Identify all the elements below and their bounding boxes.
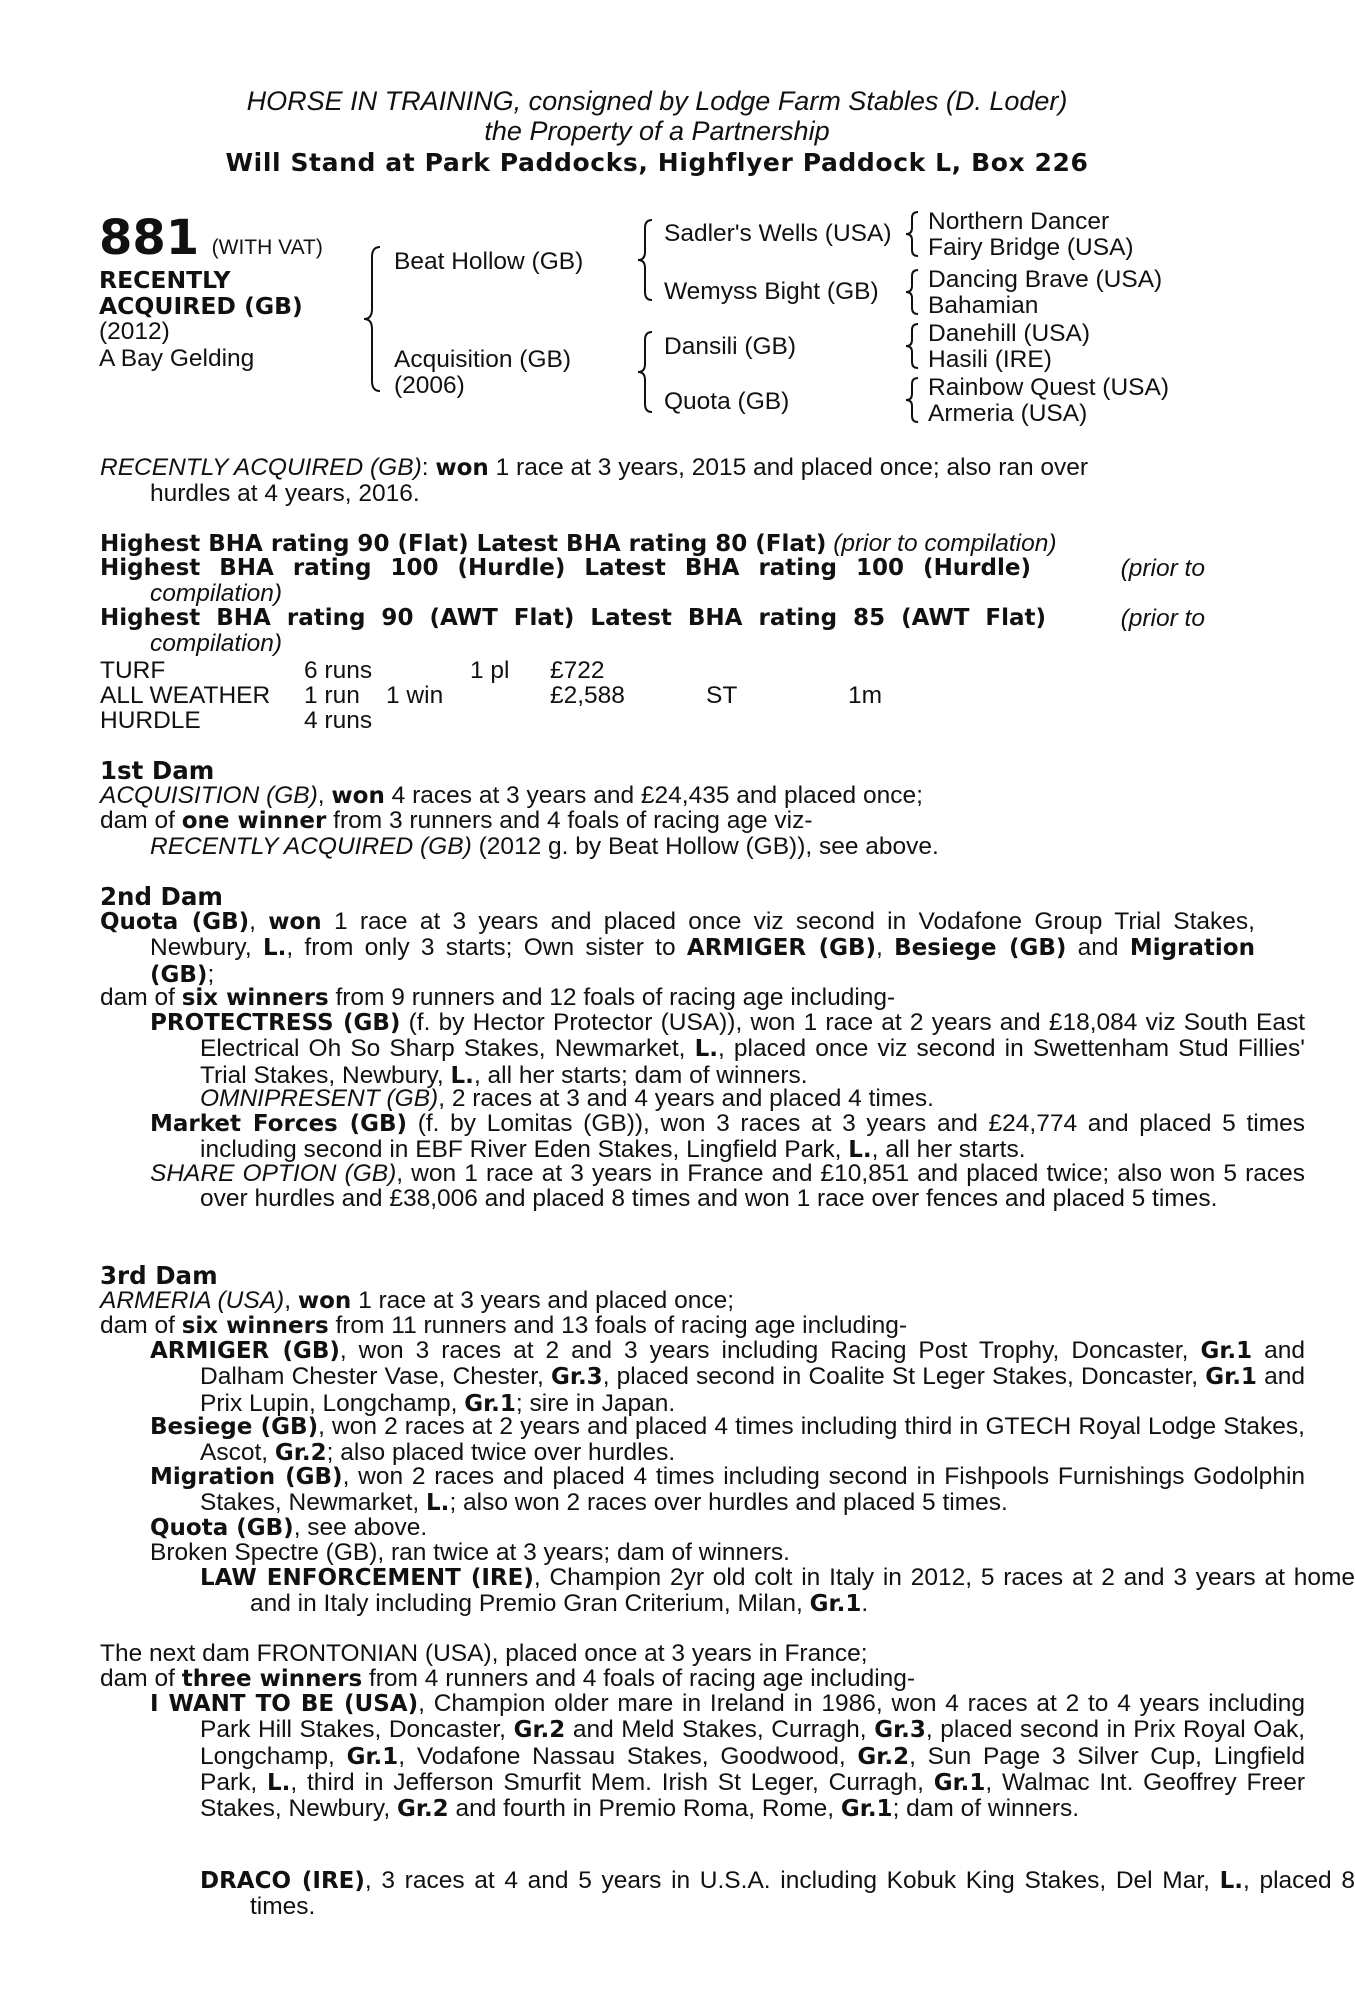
dam3-progeny-besiege: Besiege (GB), won 2 races at 2 years and placed 4 times including third in GTECH Royal Lodge Stakes, Ascot, Gr.2; also placed twice over hurdles. [150, 1413, 1305, 1467]
pedigree-brace-g3 [904, 322, 926, 370]
next-dam-progeny-draco: DRACO (IRE), 3 races at 4 and 5 years in U.S.A. including Kobuk King Stakes, Del Mar, L., placed 8 times. [200, 1867, 1355, 1921]
dam3-progeny-law-enforcement: LAW ENFORCEMENT (IRE), Champion 2yr old colt in Italy in 2012, 5 races at 2 and 3 years at home and in Italy including Premio Gran Criterium, Milan, Gr.1. [200, 1564, 1355, 1618]
pedigree-sire: Beat Hollow (GB) [394, 248, 584, 275]
next-dam-progeny-i-want-to-be: I WANT TO BE (USA), Champion older mare in Ireland in 1986, won 4 races at 2 to 4 years including Park Hill Stakes, Doncaster, Gr.2 and Meld Stakes, Curragh, Gr.3, placed second in Prix Royal Oak, Longchamp, Gr.1, Vodafone Nassau Stakes, Goodwood, Gr.2, Sun Page 3 Silver Cup, Lingfield Park, L., third in Jefferson Smurfit Mem. Irish St Leger, Curragh, Gr.1, Walmac Int. Geoffrey Freer Stakes, Newbury, Gr.2 and fourth in Premio Roma, Rome, Gr.1; dam of winners. [150, 1690, 1306, 1823]
pedigree-g8: Armeria (USA) [928, 400, 1088, 427]
section-1st-dam: 1st Dam [100, 756, 215, 785]
lot-description: A Bay Gelding [99, 345, 255, 372]
dam1-record: ACQUISITION (GB), won 4 races at 3 years and £24,435 and placed once; [100, 782, 923, 809]
catalogue-page: HORSE IN TRAINING, consigned by Lodge Farm Stables (D. Loder) the Property of a Partnership Will Stand at Park Paddocks, Highflyer Paddock L, Box 226 881 (WITH VAT) RECENTLY ACQUIRED (GB) (2012) A Bay Gelding Beat Hollow (GB) Acquisition (GB) (2006) Sadler's Wells (USA) Wemyss Bight (GB) Dansili (GB) Quota (GB) Northern Dancer Fairy Bridge (USA) Dancing Brave (USA) Bahamian Danehill (USA) Hasili (IRE) Rainbow Quest (USA) Armeria (USA) RECENTLY ACQUIRED (GB): won 1 race at 3 years, 2015 and placed once; also ran over hurdles at 4 years, 2016. Highest BHA rating 90 (Flat) Latest BHA rating 80 (Flat) (prior to compilation) Highest BHA rating 100 (Hurdle) Latest BHA rating 100 (Hurdle) (prior to compilation) Highest BHA rating 90 (AWT Flat) Latest BHA rating 85 (AWT Flat) (prior to compilation) TURF 6 runs 1 pl £722 ALL WEATHER 1 run 1 win £2,588 ST 1m HURDLE 4 runs 1st Dam ACQUISITION (GB), won 4 races at 3 years and £24,435 and placed once; dam of one winner from 3 runners and 4 foals of racing age viz- RECENTLY ACQUIRED (GB) (2012 g. by Beat Hollow (GB)), see above. 2nd Dam Quota (GB), won 1 race at 3 years and placed once viz second in Vodafone Group Trial Stakes, Newbury, L., from only 3 starts; Own sister to ARMIGER (GB), Besiege (GB) and Migration (GB); dam of six winners from 9 runners and 12 foals of racing age including- PROTECTRESS (GB) (f. by Hector Protector (USA)), won 1 race at 2 years and £18,084 viz South East Electrical Oh So Sharp Stakes, Newmarket, L., placed once viz second in Swettenham Stud Fillies' Trial Stakes, Newbury, L., all her starts; dam of winners. OMNIPRESENT (GB), 2 races at 3 and 4 years and placed 4 times. Market Forces (GB) (f. by Lomitas (GB)), won 3 races at 3 years and £24,774 and placed 5 times including second in EBF River Eden Stakes, Lingfield Park, L., all her starts. SHARE OPTION (GB), won 1 race at 3 years in France and £10,851 and placed twice; also won 5 races over hurdles and £38,006 and placed 8 times and won 1 race over fences and placed 5 times. 3rd Dam ARMERIA (USA), won 1 race at 3 years and placed once; dam of six winners from 11 runners and 13 foals of racing age including- ARMIGER (GB), won 3 races at 2 and 3 years including Racing Post Trophy, Doncaster, Gr.1 and Dalham Chester Vase, Chester, Gr.3, placed second in Coalite St Leger Stakes, Doncaster, Gr.1 and Prix Lupin, Longchamp, Gr.1; sire in Japan. Besiege (GB), won 2 races at 2 years and placed 4 times including third in GTECH Royal Lodge Stakes, Ascot, Gr.2; also placed twice over hurdles. Migration (GB), won 2 races and placed 4 times including second in Fishpools Furnishings Godolphin Stakes, Newmarket, L.; also won 2 races over hurdles and placed 5 times. Quota (GB), see above. Broken Spectre (GB), ran twice at 3 years; dam of winners. LAW ENFORCEMENT (IRE), Champion 2yr old colt in Italy in 2012, 5 races at 2 and 3 years at home and in Italy including Premio Gran Criterium, Milan, Gr.1. The next dam FRONTONIAN (USA), placed once at 3 years in France; dam of three winners from 4 runners and 4 foals of racing age including- I WANT TO BE (USA), Champion older mare in Ireland in 1986, won 4 races at 2 to 4 years including Park Hill Stakes, Doncaster, Gr.2 and Meld Stakes, Curragh, Gr.3, placed second in Prix Royal Oak, Longchamp, Gr.1, Vodafone Nassau Stakes, Goodwood, Gr.2, Sun Page 3 Silver Cup, Lingfield Park, L., third in Jefferson Smurfit Mem. Irish St Leger, Curragh, Gr.1, Walmac Int. Geoffrey Freer Stakes, Newbury, Gr.2 and fourth in Premio Roma, Rome, Gr.1; dam of winners. DRACO (IRE), 3 races at 4 and 5 years in U.S.A. including Kobuk King Stakes, Del Mar, L., placed 8 times. [0, 0, 1314, 2000]
pedigree-g5: Danehill (USA) [928, 320, 1091, 347]
pedigree-sire-dam: Wemyss Bight (GB) [664, 278, 879, 305]
dam3-record: ARMERIA (USA), won 1 race at 3 years and placed once; [100, 1287, 735, 1314]
dam2-progeny-market-forces: Market Forces (GB) (f. by Lomitas (GB)), won 3 races at 3 years and £24,774 and placed 5 times including second in EBF River Eden Stakes, Lingfield Park, L., all her starts. [150, 1110, 1305, 1164]
dam3-progeny-armiger: ARMIGER (GB), won 3 races at 2 and 3 years including Racing Post Trophy, Doncaster, Gr.1 and Dalham Chester Vase, Chester, Gr.3, placed second in Coalite St Leger Stakes, Doncaster, Gr.1 and Prix Lupin, Longchamp, Gr.1; sire in Japan. [150, 1337, 1306, 1417]
rating-flat: Highest BHA rating 90 (Flat) Latest BHA rating 80 (Flat) (prior to compilation) [100, 530, 1057, 557]
lot-name-line1: RECENTLY [99, 266, 231, 294]
dam2-produce: dam of six winners from 9 runners and 12 foals of racing age including- [100, 984, 896, 1011]
pedigree-dam: Acquisition (GB) [394, 346, 572, 373]
dam1-produce: dam of one winner from 3 runners and 4 foals of racing age viz- [100, 807, 813, 834]
header-location: Will Stand at Park Paddocks, Highflyer Paddock L, Box 226 [225, 148, 1089, 177]
dam2-record: Quota (GB), won 1 race at 3 years and placed once viz second in Vodafone Group Trial Stakes, Newbury, L., from only 3 starts; Own sister to ARMIGER (GB), Besiege (GB) and Migration (GB); [100, 908, 1255, 988]
race-summary-cont: hurdles at 4 years, 2016. [150, 480, 420, 507]
lot-vat: (WITH VAT) [211, 236, 323, 259]
pedigree-dam-dam: Quota (GB) [664, 388, 790, 415]
pedigree-sire-sire: Sadler's Wells (USA) [664, 220, 892, 247]
lot-name-line2: ACQUIRED (GB) [99, 292, 303, 320]
pedigree-g2: Fairy Bridge (USA) [928, 234, 1134, 261]
lot-block [99, 210, 323, 266]
next-dam-produce: dam of three winners from 4 runners and 4 foals of racing age including- [100, 1665, 916, 1692]
pedigree-brace-main [362, 245, 392, 393]
dam2-progeny-share-option: SHARE OPTION (GB), won 1 race at 3 years in France and £10,851 and placed twice; also won 5 races over hurdles and £38,006 and placed 8 times and won 1 race over fences and placed 5 times. [150, 1160, 1305, 1213]
pedigree-g4: Bahamian [928, 292, 1039, 319]
pedigree-dam-year: (2006) [394, 372, 465, 399]
section-2nd-dam: 2nd Dam [100, 882, 223, 911]
rating-hurdle: Highest BHA rating 100 (Hurdle) Latest BHA rating 100 (Hurdle) (prior to [100, 555, 1205, 582]
dam2-progeny-omnipresent: OMNIPRESENT (GB), 2 races at 3 and 4 years and placed 4 times. [200, 1085, 934, 1112]
pedigree-g3: Dancing Brave (USA) [928, 266, 1163, 293]
pedigree-brace-g4 [904, 376, 926, 424]
dam1-progeny: RECENTLY ACQUIRED (GB) (2012 g. by Beat Hollow (GB)), see above. [150, 833, 939, 860]
dam3-produce: dam of six winners from 11 runners and 13 foals of racing age including- [100, 1312, 908, 1339]
race-summary: RECENTLY ACQUIRED (GB): won 1 race at 3 years, 2015 and placed once; also ran over [100, 454, 1089, 481]
pedigree-brace-g2 [904, 268, 926, 316]
pedigree-g6: Hasili (IRE) [928, 346, 1052, 373]
pedigree-brace-g1 [904, 210, 926, 258]
rating-awt: Highest BHA rating 90 (AWT Flat) Latest BHA rating 85 (AWT Flat) (prior to [100, 605, 1205, 632]
pedigree-brace-sire [636, 218, 660, 302]
pedigree-g7: Rainbow Quest (USA) [928, 374, 1170, 401]
next-dam-record: The next dam FRONTONIAN (USA), placed once at 3 years in France; [100, 1640, 868, 1667]
rating-awt-cont: compilation) [150, 630, 283, 657]
lot-number: 881 [99, 210, 200, 266]
pedigree-dam-sire: Dansili (GB) [664, 333, 797, 360]
section-3rd-dam: 3rd Dam [100, 1261, 218, 1290]
header-property: the Property of a Partnership [484, 116, 830, 146]
pedigree-g1: Northern Dancer [928, 208, 1110, 235]
header-consignor: HORSE IN TRAINING, consigned by Lodge Farm Stables (D. Loder) [246, 86, 1068, 116]
lot-year: (2012) [99, 318, 170, 345]
dam3-progeny-migration: Migration (GB), won 2 races and placed 4 times including second in Fishpools Furnishings Godolphin Stakes, Newmarket, L.; also won 2 races over hurdles and placed 5 times. [150, 1463, 1306, 1517]
dam3-progeny-broken-spectre: Broken Spectre (GB), ran twice at 3 years; dam of winners. [150, 1539, 790, 1566]
rating-hurdle-cont: compilation) [150, 580, 283, 607]
dam3-progeny-quota: Quota (GB), see above. [150, 1514, 428, 1541]
pedigree-brace-dam [636, 330, 660, 414]
dam2-progeny-protectress: PROTECTRESS (GB) (f. by Hector Protector (USA)), won 1 race at 2 years and £18,084 viz South East Electrical Oh So Sharp Stakes, Newmarket, L., placed once viz second in Swettenham Stud Fillies' Trial Stakes, Newbury, L., all her starts; dam of winners. [150, 1009, 1306, 1089]
